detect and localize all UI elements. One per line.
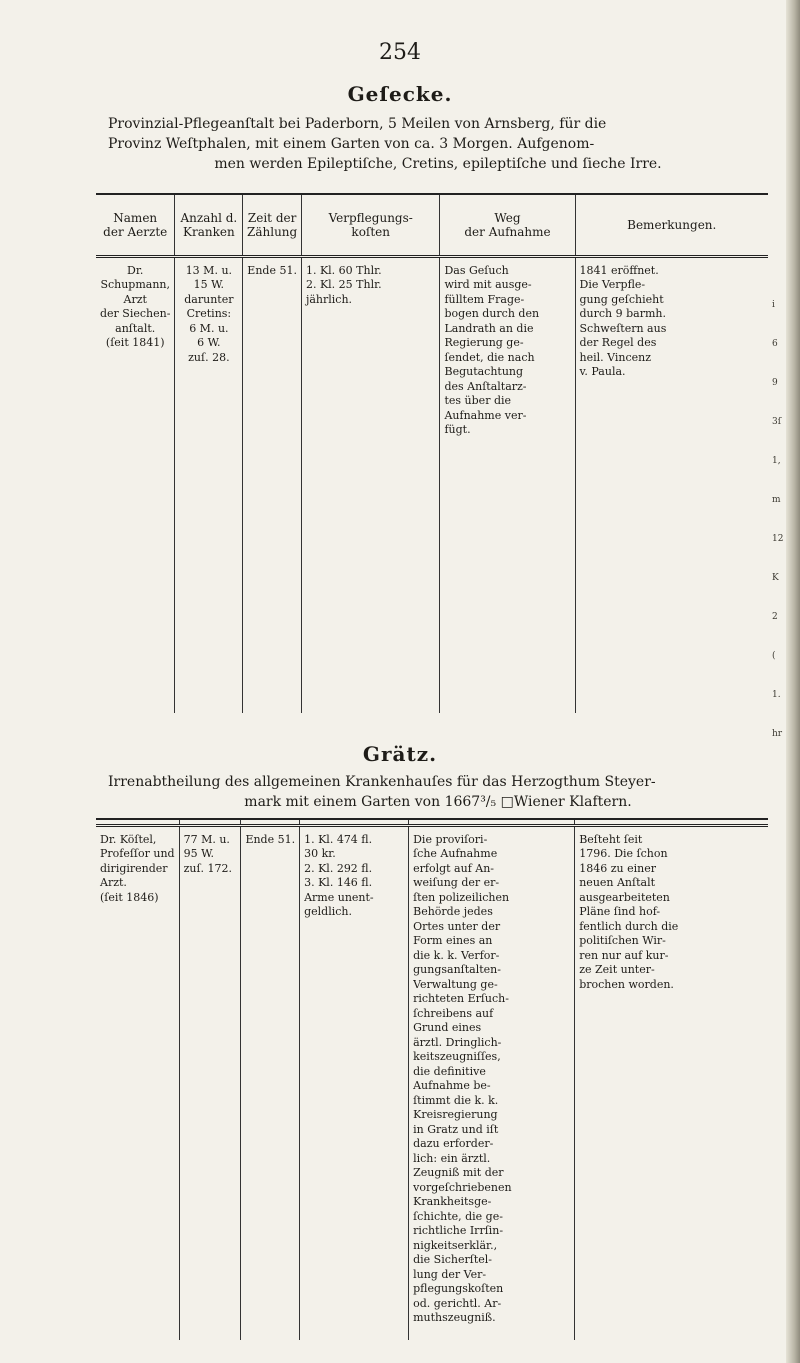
cell-line: Die Verpfle- xyxy=(579,278,646,291)
cell-line: 1796. Die ſchon xyxy=(579,847,668,860)
cell-line: 1841 eröffnet. xyxy=(579,263,659,277)
cell-line: 77 M. u. xyxy=(183,832,230,846)
cell-line: 1. Kl. 60 Thlr. xyxy=(305,263,382,277)
cell-patients xyxy=(179,825,241,1340)
cell-line: ze Zeit unter- xyxy=(579,963,655,976)
cell-line: durch 9 barmh. xyxy=(579,307,666,320)
cell-line: zuſ. 28. xyxy=(188,350,230,364)
cell-line: ſchreibens auf xyxy=(413,1006,494,1020)
cell-line: 1. Kl. 474 fl. xyxy=(304,832,373,846)
cell-line: Schweſtern aus xyxy=(579,321,667,335)
section-intro-geseke xyxy=(108,114,768,174)
cell-patients xyxy=(175,256,243,713)
cell-line: Form eines an xyxy=(413,934,493,947)
cell-doctor xyxy=(96,256,175,713)
section-title-geseke: Geſecke. xyxy=(347,82,453,106)
cell-line: neuen Anſtalt xyxy=(579,876,656,889)
cell-line: Zeugniß mit der xyxy=(413,1166,504,1179)
cell-line: politiſchen Wir- xyxy=(579,934,666,947)
cell-line: i xyxy=(772,300,775,310)
header-patient-count: Anzahl d. Kranken xyxy=(175,194,243,256)
section-intro-graz xyxy=(108,772,768,812)
cell-line: fügt. xyxy=(444,423,471,436)
cell-line: ( xyxy=(772,651,776,661)
cell-line: od. gerichtl. Ar- xyxy=(413,1296,502,1310)
cell-line: 1, xyxy=(772,456,781,466)
cell-line: Verwaltung ge- xyxy=(413,977,498,991)
cell-line: Ende 51. xyxy=(247,263,297,277)
cell-line: 6 xyxy=(772,339,778,349)
cell-line: lich: ein ärztl. xyxy=(413,1151,491,1165)
cell-line: (ſeit 1846) xyxy=(100,890,159,904)
cell-line: dazu erforder- xyxy=(413,1137,494,1150)
cell-line: richtliche Irrſin- xyxy=(413,1224,504,1237)
cell-line: nigkeitserklär., xyxy=(413,1238,498,1252)
cell-line: 6 W. xyxy=(197,336,221,349)
cell-line: keitszeugniſſes, xyxy=(413,1050,501,1063)
intro-line: Provinzial-Pflegeanſtalt bei Paderborn, 5 Meilen von Arnsberg, für die xyxy=(108,116,607,132)
cell-line: Begutachtung xyxy=(444,365,524,378)
cell-line: erfolgt auf An- xyxy=(413,861,495,875)
asylum-table-geseke xyxy=(96,193,768,713)
cell-line: Ortes unter der xyxy=(413,919,501,933)
cell-costs xyxy=(301,256,440,713)
asylum-table-graz xyxy=(96,818,768,1340)
header-doctor-name: Namen der Aerzte xyxy=(96,194,175,256)
intro-line: men werden Epileptiſche, Cretins, epileptiſche und ſieche Irre. xyxy=(214,156,662,172)
header-costs: Verpflegungs- koſten xyxy=(301,194,440,256)
cell-line: tes über die xyxy=(444,394,512,407)
cell-line: ausgearbeiteten xyxy=(579,890,670,904)
cell-line: ſchichte, die ge- xyxy=(413,1209,503,1223)
cell-line: Regierung ge- xyxy=(444,336,524,349)
page-number: 254 xyxy=(379,40,421,65)
cell-line: dirigirender xyxy=(100,861,168,875)
cell-line: der Regel des xyxy=(579,336,657,349)
cell-line: Arzt xyxy=(123,292,147,306)
cell-line: Die proviſori- xyxy=(413,832,488,846)
cell-line: gung geſchieht xyxy=(579,292,664,306)
cell-admission xyxy=(440,256,575,713)
cell-line: ſendet, die nach xyxy=(444,350,535,364)
cell-line: Cretins: xyxy=(186,307,232,320)
cell-line: Profeſſor und xyxy=(100,847,175,860)
cell-line: ſten polizeilichen xyxy=(413,890,510,904)
margin-fragments xyxy=(772,300,790,740)
cell-line: richteten Erſuch- xyxy=(413,992,509,1005)
cell-line: gungsanſtalten- xyxy=(413,963,501,976)
cell-line: ärztl. Dringlich- xyxy=(413,1035,502,1049)
section-title-graz: Grätz. xyxy=(362,742,438,766)
cell-line: Ende 51. xyxy=(245,832,296,846)
cell-line: pflegungskoſten xyxy=(413,1282,504,1295)
cell-doctor xyxy=(96,825,179,1340)
cell-line: 12 xyxy=(772,534,784,544)
cell-line: Dr. xyxy=(127,263,144,277)
cell-line: Landrath an die xyxy=(444,321,534,335)
cell-line: weiſung der er- xyxy=(413,876,500,889)
cell-admission xyxy=(409,825,575,1340)
cell-date xyxy=(243,256,302,713)
cell-line: hr xyxy=(772,729,783,739)
cell-line: fülltem Frage- xyxy=(444,292,525,306)
cell-line: 2 xyxy=(772,612,778,622)
cell-line: Aufnahme be- xyxy=(413,1079,491,1092)
cell-line: Pläne ſind hof- xyxy=(579,905,661,918)
cell-line: Kreisregierung xyxy=(413,1108,498,1121)
cell-line: geldlich. xyxy=(304,905,352,918)
cell-line: Aufnahme ver- xyxy=(444,408,527,422)
cell-line: Grund eines xyxy=(413,1021,482,1034)
header-count-date: Zeit der Zählung xyxy=(243,194,302,256)
header-admission: Weg der Aufnahme xyxy=(440,194,575,256)
cell-line: K xyxy=(772,573,779,583)
cell-remarks xyxy=(575,256,768,713)
cell-line: heil. Vincenz xyxy=(579,350,652,364)
cell-line: jährlich. xyxy=(305,292,353,306)
cell-line: 13 M. u. xyxy=(185,263,233,277)
cell-line: darunter xyxy=(184,292,234,306)
intro-line: mark mit einem Garten von 1667³/₅ □Wiener Klaftern. xyxy=(244,794,632,810)
cell-line: brochen worden. xyxy=(579,977,674,991)
cell-line: ren nur auf kur- xyxy=(579,948,669,962)
cell-line: fentlich durch die xyxy=(579,919,679,933)
cell-line: der Siechen- xyxy=(100,307,171,320)
cell-line: die definitive xyxy=(413,1064,486,1078)
table-row xyxy=(96,825,768,1340)
cell-line: 2. Kl. 292 fl. xyxy=(304,861,373,875)
cell-line: ſtimmt die k. k. xyxy=(413,1093,499,1107)
cell-line: Beſteht ſeit xyxy=(579,832,643,846)
cell-date xyxy=(241,825,300,1340)
intro-line: Provinz Weſtphalen, mit einem Garten von ca. 3 Morgen. Aufgenom- xyxy=(108,136,595,152)
cell-line: 6 M. u. xyxy=(189,321,229,335)
cell-line: 1. xyxy=(772,690,781,700)
cell-line: ſche Aufnahme xyxy=(413,847,498,860)
cell-line: 2. Kl. 25 Thlr. xyxy=(305,278,382,291)
cell-line: Krankheitsge- xyxy=(413,1195,492,1208)
cell-line: m xyxy=(772,495,781,505)
cell-line: 3. Kl. 146 fl. xyxy=(304,876,373,889)
cell-line: vorgeſchriebenen xyxy=(413,1180,512,1194)
cell-costs xyxy=(300,825,409,1340)
cell-line: 9 xyxy=(772,378,778,388)
cell-line: Arzt. xyxy=(100,876,127,889)
table-row xyxy=(96,256,768,713)
cell-line: Schupmann, xyxy=(100,278,170,291)
header-remarks: Bemerkungen. xyxy=(575,194,768,256)
cell-line: 95 W. xyxy=(183,847,214,860)
cell-line: 1846 zu einer xyxy=(579,861,656,875)
cell-remarks xyxy=(575,825,768,1340)
cell-line: 3ſ xyxy=(772,417,782,427)
intro-line: Irrenabtheilung des allgemeinen Krankenhauſes für das Herzogthum Steyer- xyxy=(108,774,656,790)
cell-line: 30 kr. xyxy=(304,847,336,860)
cell-line: bogen durch den xyxy=(444,307,540,320)
cell-line: die k. k. Verfor- xyxy=(413,948,500,962)
cell-line: Arme unent- xyxy=(304,890,374,904)
cell-line: wird mit ausge- xyxy=(444,278,532,291)
cell-line: die Sicherſtel- xyxy=(413,1253,492,1266)
cell-line: Behörde jedes xyxy=(413,905,493,918)
cell-line: muthszeugniß. xyxy=(413,1311,496,1324)
cell-line: (ſeit 1841) xyxy=(105,336,165,349)
cell-line: Das Geſuch xyxy=(444,263,509,277)
cell-line: v. Paula. xyxy=(579,365,626,378)
table-header-row xyxy=(96,194,768,256)
cell-line: Dr. Köſtel, xyxy=(100,832,157,846)
cell-line: lung der Ver- xyxy=(413,1267,487,1281)
cell-line: anſtalt. xyxy=(115,321,156,335)
cell-line: in Gratz und iſt xyxy=(413,1122,499,1136)
cell-line: zuſ. 172. xyxy=(183,861,233,875)
cell-line: 15 W. xyxy=(193,278,225,291)
cell-line: des Anſtaltarz- xyxy=(444,379,527,393)
